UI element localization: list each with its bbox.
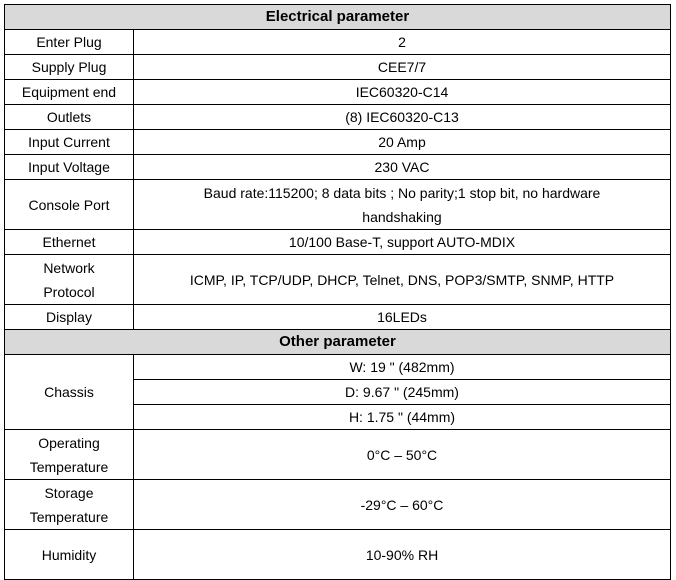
table-row (5, 480, 671, 530)
row-value: ICMP, IP, TCP/UDP, DHCP, Telnet, DNS, POP3/SMTP, SNMP, HTTP (134, 255, 671, 305)
row-value: -29°C – 60°C (134, 480, 671, 530)
section-header-row (5, 330, 671, 355)
table-row (5, 155, 671, 180)
section-header-row (5, 5, 671, 30)
row-value: CEE7/7 (134, 55, 671, 80)
row-label: Supply Plug (5, 55, 134, 80)
table-row (5, 355, 671, 380)
other-header: Other parameter (5, 330, 671, 355)
row-value: 10/100 Base-T, support AUTO-MDIX (134, 230, 671, 255)
row-value: 230 VAC (134, 155, 671, 180)
table-row (5, 30, 671, 55)
row-label: Storage Temperature (5, 480, 134, 530)
spec-table (4, 4, 671, 580)
table-row (5, 530, 671, 580)
row-label: Enter Plug (5, 30, 134, 55)
row-value: Baud rate:115200; 8 data bits ; No parity;1 stop bit, no hardware handshaking (134, 180, 671, 230)
row-value: IEC60320-C14 (134, 80, 671, 105)
table-row (5, 430, 671, 480)
row-label: Humidity (5, 530, 134, 580)
row-label: Outlets (5, 105, 134, 130)
chassis-depth: D: 9.67 " (245mm) (134, 380, 671, 405)
row-value: 16LEDs (134, 305, 671, 330)
row-label: Input Current (5, 130, 134, 155)
table-row (5, 305, 671, 330)
table-row (5, 230, 671, 255)
chassis-height: H: 1.75 " (44mm) (134, 405, 671, 430)
row-label: Chassis (5, 355, 134, 430)
row-value: 20 Amp (134, 130, 671, 155)
row-label: Network Protocol (5, 255, 134, 305)
row-label: Console Port (5, 180, 134, 230)
chassis-width: W: 19 " (482mm) (134, 355, 671, 380)
table-row (5, 180, 671, 230)
table-row (5, 55, 671, 80)
table-row (5, 80, 671, 105)
row-value: (8) IEC60320-C13 (134, 105, 671, 130)
row-label: Equipment end (5, 80, 134, 105)
row-label: Operating Temperature (5, 430, 134, 480)
electrical-header: Electrical parameter (5, 5, 671, 30)
table-row (5, 105, 671, 130)
row-label: Ethernet (5, 230, 134, 255)
table-row (5, 255, 671, 305)
row-value: 2 (134, 30, 671, 55)
table-row (5, 130, 671, 155)
row-label: Display (5, 305, 134, 330)
row-value: 10-90% RH (134, 530, 671, 580)
row-value: 0°C – 50°C (134, 430, 671, 480)
row-label: Input Voltage (5, 155, 134, 180)
